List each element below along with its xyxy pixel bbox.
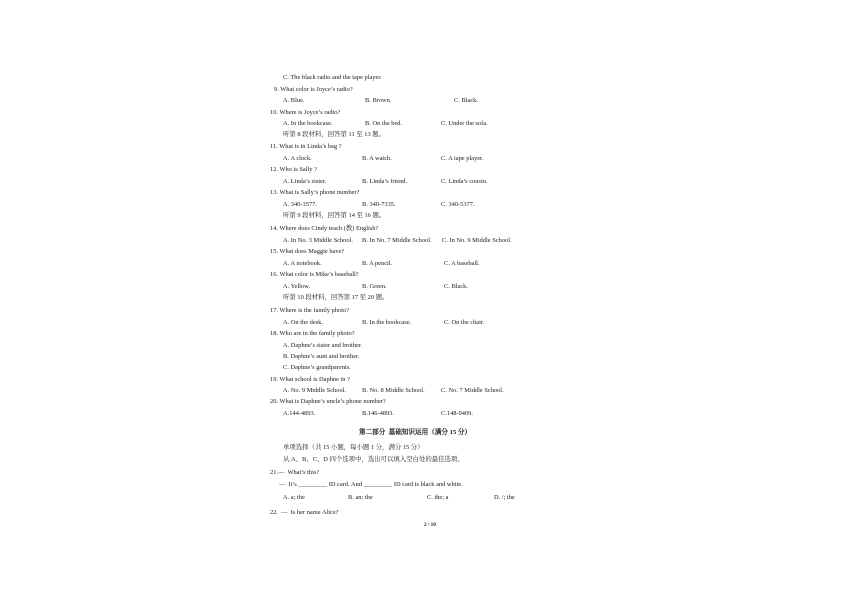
text-line: B. 340-7335.	[362, 201, 396, 208]
text-line: 21.— What’s this?	[270, 469, 320, 476]
text-line: C. In No. 9 Middle School.	[442, 237, 512, 244]
text-line: A.144-4893.	[283, 410, 316, 417]
text-line: B. A pencil.	[362, 260, 393, 267]
text-line: 16. What color is Mike’s baseball?	[270, 271, 359, 278]
text-line: 从 A、B、C、D 四个选项中，选出可以填入空白处的最佳选项。	[283, 456, 464, 463]
text-line: 10. Where is Joyce’s radio?	[270, 109, 341, 116]
text-line: A. Yellow.	[283, 283, 310, 290]
text-line: B. In No. 7 Middle School.	[362, 237, 432, 244]
text-line: A. A clock.	[283, 155, 312, 162]
text-line: B. Linda’s friend.	[362, 178, 408, 185]
text-line: 9. What color is Joyce’s radio?	[274, 86, 353, 93]
text-line: C. Daphne’s grandparents.	[283, 364, 351, 371]
text-line: A. a; the	[283, 494, 305, 501]
page-number: 2 / 10	[424, 522, 436, 528]
text-line: A. In No. 3 Middle School.	[283, 237, 353, 244]
text-line: A. No. 9 Middle School.	[283, 387, 347, 394]
text-line: 11. What is in Linda’s bag ?	[270, 143, 342, 150]
text-line: B. Green.	[362, 283, 387, 290]
text-line: A. 340-3577.	[283, 201, 317, 208]
text-line: 22. — Is her name Alice?	[270, 509, 339, 516]
text-line: 听第 9 段材料，回答第 14 至 16 题。	[283, 212, 386, 219]
text-line: B. In the bookcase.	[362, 319, 412, 326]
text-line: A. Linda’s sister.	[283, 178, 327, 185]
text-line: 听第 10 段材料，回答第 17 至 20 题。	[283, 294, 389, 301]
text-line: C. the; a	[427, 494, 449, 501]
text-line: A. Blue.	[283, 97, 305, 104]
text-line: C. Under the sofa.	[441, 120, 488, 127]
text-line: C.148-9409.	[441, 410, 473, 417]
text-line: C. A baseball.	[444, 260, 480, 267]
text-line: 14. Where does Cindy teach (教) English?	[270, 225, 379, 232]
text-line: A. On the desk.	[283, 319, 323, 326]
text-line: B. No. 8 Middle School.	[362, 387, 425, 394]
text-line: D. /; the	[494, 494, 515, 501]
text-line: B.146-4893.	[362, 410, 394, 417]
text-line: 20. What is Daphne’s uncle’s phone number?	[270, 398, 386, 405]
text-line: 单项选择（共 15 小题，每小题 1 分，满分 15 分）	[283, 444, 424, 451]
text-line: 19. What school is Daphne in ?	[270, 376, 350, 383]
text-line: C. Linda’s cousin.	[441, 178, 488, 185]
text-line: C. A tape player.	[441, 155, 484, 162]
text-line: B. Brown.	[365, 97, 392, 104]
text-line: C. Black.	[444, 283, 468, 290]
text-line: — It’s _________ ID card. And _________ ID card is black and white.	[279, 481, 463, 488]
text-line: C. The black radio and the tape player.	[283, 74, 382, 81]
section-heading: 第二部分 基础知识运用（满分 15 分）	[359, 429, 472, 436]
text-line: 15. What does Maggie have?	[270, 248, 345, 255]
text-line: 13. What is Sally’s phone number?	[270, 189, 360, 196]
text-line: 12. Who is Sally ?	[270, 166, 317, 173]
text-line: C. Black.	[454, 97, 478, 104]
text-line: B. A watch.	[362, 155, 392, 162]
text-line: B. Daphne’s aunt and brother.	[283, 353, 360, 360]
text-line: 18. Who are in the family photo?	[270, 330, 355, 337]
text-line: 17. Where is the family photo?	[270, 307, 350, 314]
text-line: C. 340-5377.	[441, 201, 475, 208]
text-line: B. On the bed.	[365, 120, 403, 127]
text-line: A. In the bookcase.	[283, 120, 333, 127]
text-line: A. Daphne’s sister and brother.	[283, 342, 363, 349]
text-line: C. On the chair.	[444, 319, 485, 326]
text-line: 听第 8 段材料，回答第 11 至 13 题。	[283, 131, 386, 138]
text-line: C. No. 7 Middle School.	[441, 387, 504, 394]
text-line: B. an; the	[348, 494, 373, 501]
text-line: A. A notebook.	[283, 260, 322, 267]
